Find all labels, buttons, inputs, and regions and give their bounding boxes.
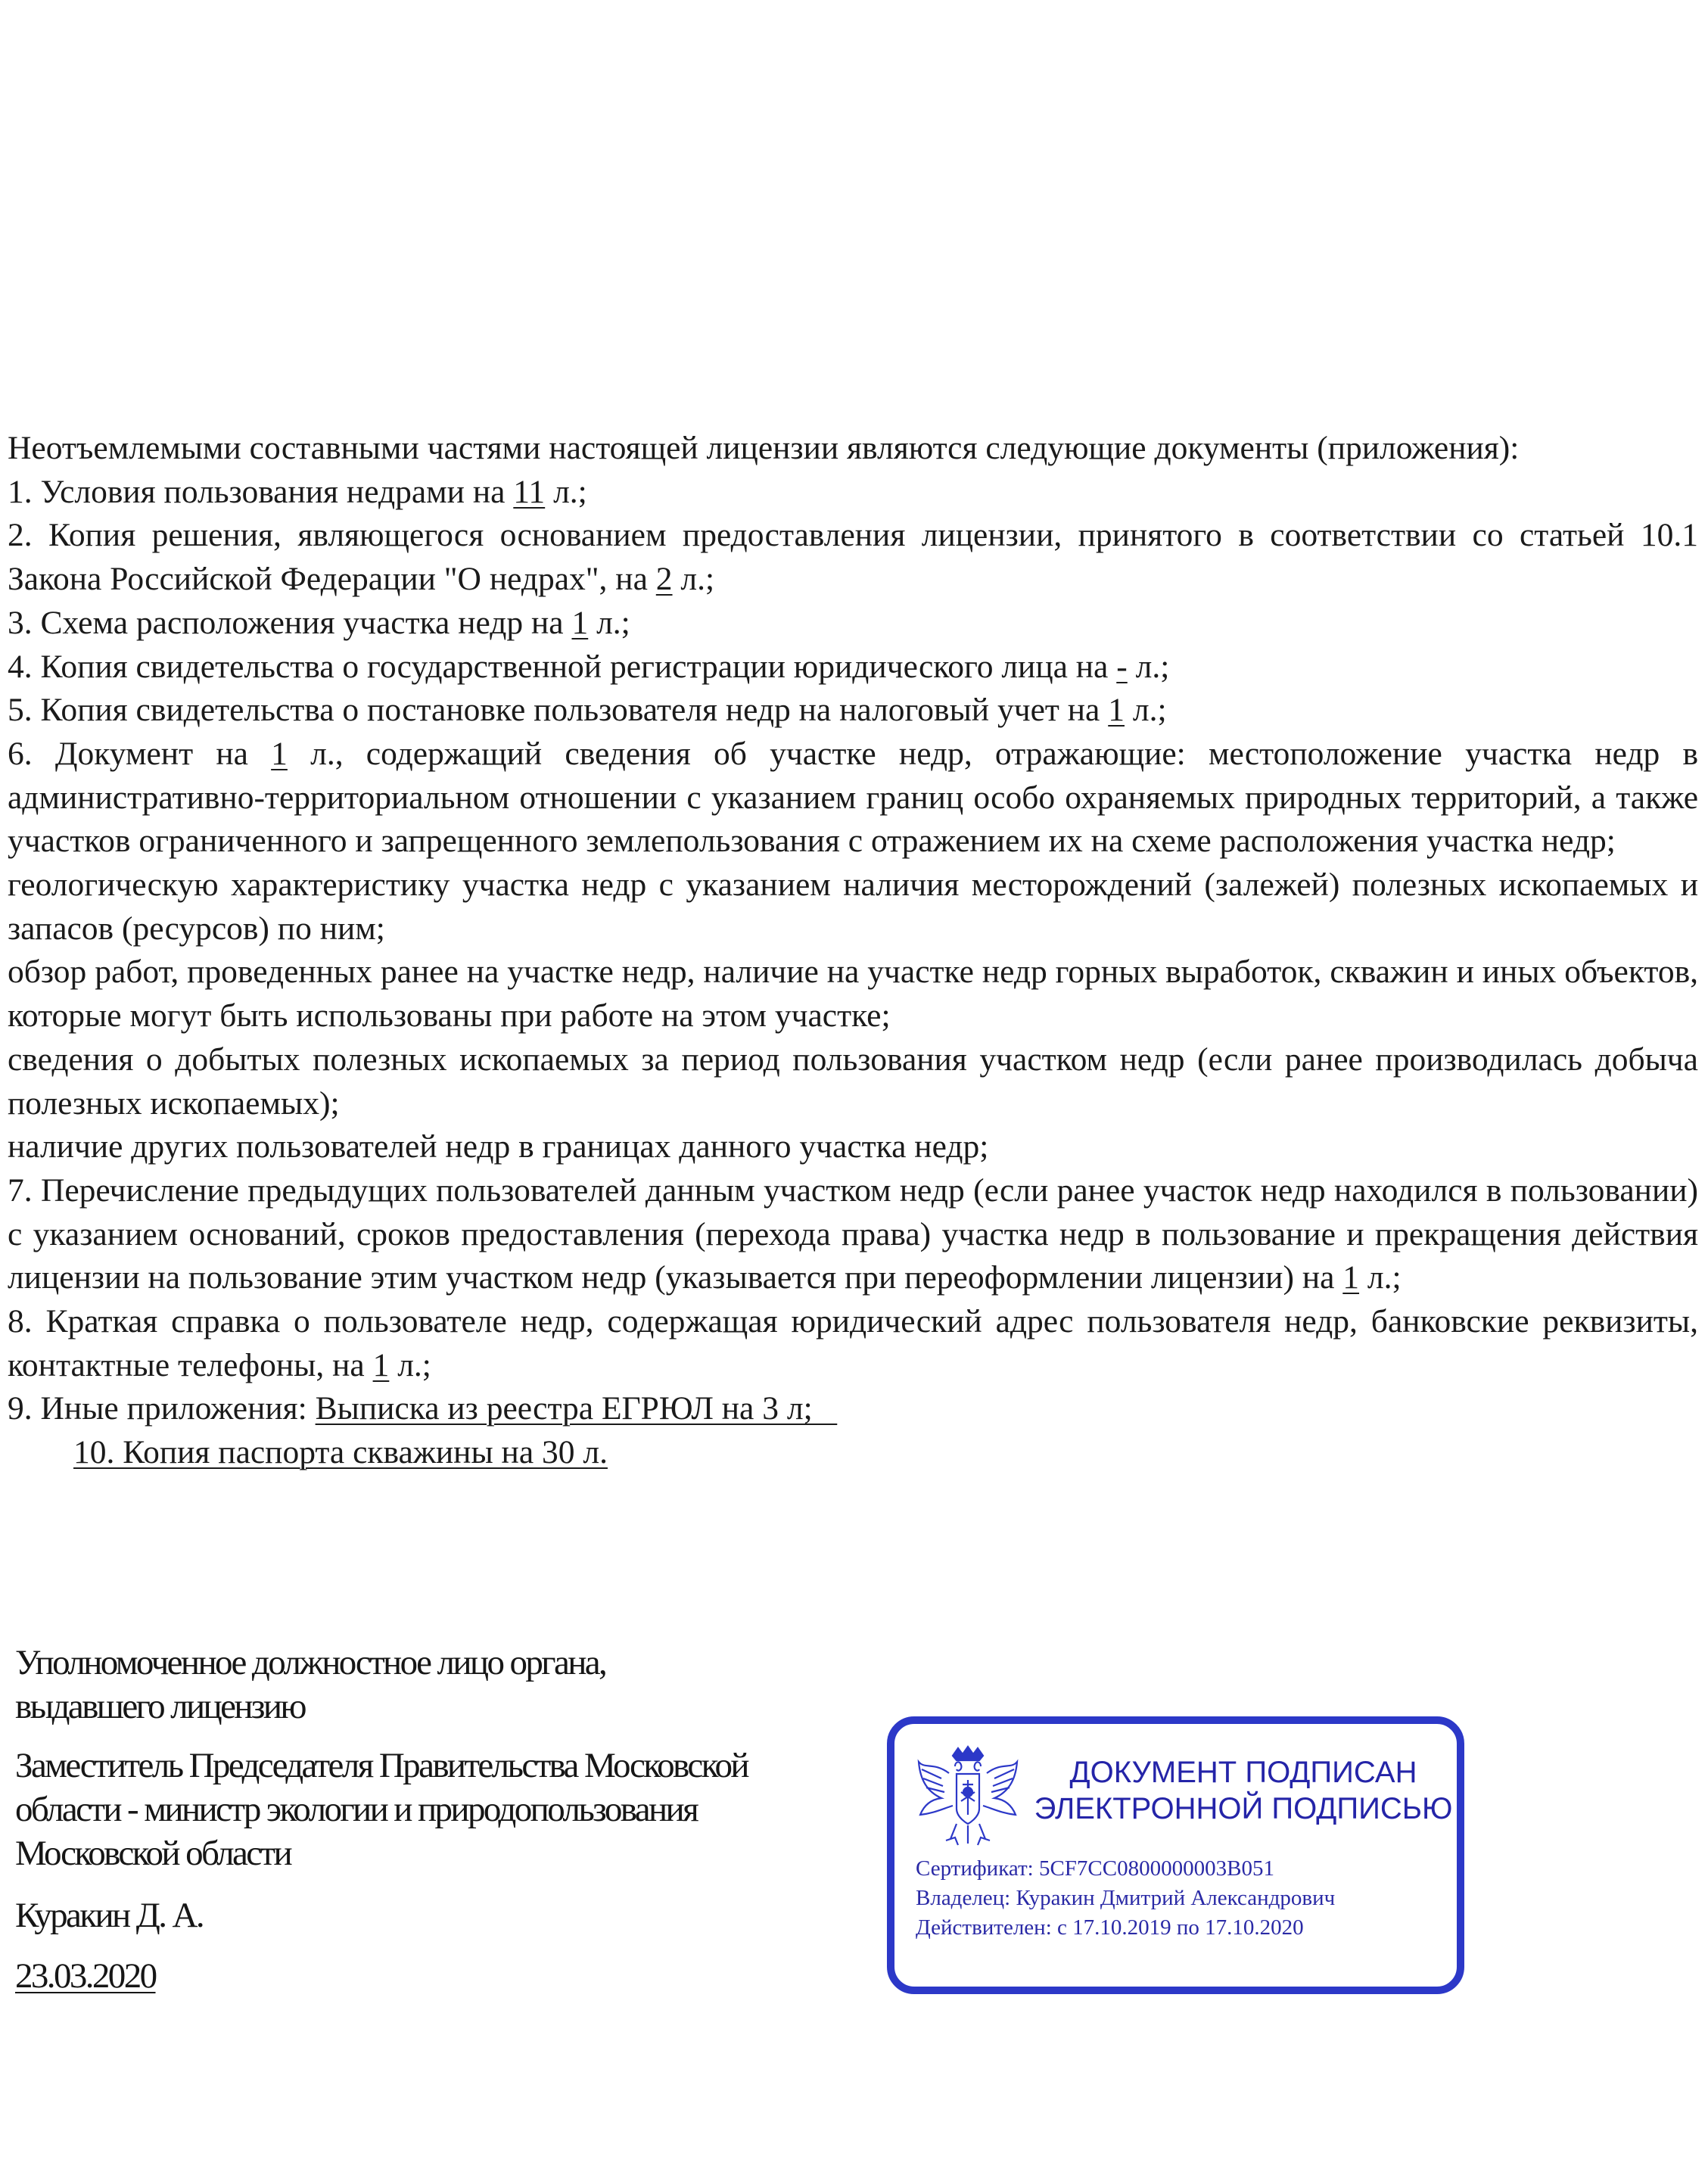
list-item-8 — [8, 1300, 1698, 1387]
list-item-1 — [8, 471, 1698, 515]
list-item-6 — [8, 733, 1698, 863]
signer-name: Куракин Д. А. — [15, 1896, 204, 1935]
item-6-text: 6. Документ на — [8, 735, 272, 772]
item-8-suffix: л.; — [389, 1346, 431, 1383]
item-8-sheets: 1 — [372, 1346, 390, 1383]
item-9-text: 9. Иные приложения: — [8, 1390, 316, 1427]
item-4-suffix: л.; — [1127, 648, 1170, 685]
signer-position-line-3: Московской области — [15, 1834, 291, 1873]
item-3-suffix: л.; — [588, 604, 630, 641]
list-item-2 — [8, 514, 1698, 601]
license-annex-list — [8, 427, 1698, 1475]
item-4-text: 4. Копия свидетельства о государственной регистрации юридического лица на — [8, 648, 1117, 685]
stamp-title — [1028, 1754, 1459, 1827]
item-7-text: 7. Перечисление предыдущих пользователей данным участком недр (если ранее участок недр находился в пользовании) с указанием оснований, сроков предоставления (перехода права) участка недр в пользование и прекращения действия лицензии на пользование этим участком недр (указывается при переоформлении лицензии) на — [8, 1172, 1698, 1296]
signer-position-line-1: Заместитель Председателя Правительства Московской — [15, 1746, 748, 1785]
item-5-text: 5. Копия свидетельства о постановке пользователя недр на налоговый учет на — [8, 692, 1109, 729]
stamp-certificate: Сертификат: 5CF7CC0800000003B051 — [916, 1856, 1274, 1881]
item-6-sheets: 1 — [271, 735, 288, 772]
list-item-10 — [8, 1431, 1698, 1475]
item-10-attachment: 10. Копия паспорта скважины на 30 л. — [73, 1434, 608, 1471]
intro-paragraph — [8, 427, 1698, 471]
electronic-signature-stamp — [887, 1716, 1464, 1994]
list-item-7 — [8, 1169, 1698, 1300]
stamp-title-line-1: ДОКУМЕНТ ПОДПИСАН — [1069, 1756, 1417, 1789]
item-8-text: 8. Краткая справка о пользователе недр, содержащая юридический адрес пользователя недр, банковские реквизиты, контактные телефоны, на — [8, 1303, 1698, 1383]
item-6-geology: геологическую характеристику участка недр с указанием наличия месторождений (залежей) полезных ископаемых и запасов (ресурсов) по ним; — [8, 867, 1698, 947]
stamp-validity: Действителен: с 17.10.2019 по 17.10.2020 — [916, 1915, 1304, 1940]
item-2-sheets: 2 — [655, 561, 673, 598]
item-3-sheets: 1 — [571, 604, 589, 641]
item-1-text: 1. Условия пользования недрами на — [8, 473, 514, 510]
item-6-works-review: обзор работ, проведенных ранее на участке недр, наличие на участке недр горных выработок, скважин и иных объектов, которые могут быть использованы при работе на этом участке; — [8, 954, 1698, 1035]
list-item-5 — [8, 689, 1698, 733]
item-6-other-users: наличие других пользователей недр в границах данного участка недр; — [8, 1128, 989, 1165]
item-7-suffix: л.; — [1359, 1259, 1402, 1296]
item-4-sheets: - — [1116, 648, 1128, 685]
item-6-mined-resources: сведения о добытых полезных ископаемых за период пользования участком недр (если ранее производилась добыча полезных ископаемых); — [8, 1041, 1698, 1122]
list-item-9 — [8, 1387, 1698, 1431]
list-item-3 — [8, 602, 1698, 646]
signer-position-line-2: области - министр экологии и природопользования — [15, 1790, 698, 1829]
stamp-owner: Владелец: Куракин Дмитрий Александрович — [916, 1886, 1336, 1910]
item-7-sheets: 1 — [1342, 1259, 1360, 1296]
item-1-suffix: л.; — [545, 473, 587, 510]
signer-role-line-1: Уполномоченное должностное лицо органа, — [15, 1643, 606, 1682]
item-1-sheets: 11 — [513, 473, 546, 510]
russian-coat-of-arms-icon — [911, 1739, 1025, 1853]
list-item-4 — [8, 646, 1698, 689]
item-3-text: 3. Схема расположения участка недр на — [8, 604, 572, 641]
signer-block — [15, 1641, 863, 1998]
item-9-attachment: Выписка из реестра ЕГРЮЛ на 3 л; — [315, 1390, 838, 1427]
signer-role-line-2: выдавшего лицензию — [15, 1687, 305, 1726]
intro-text: Неотъемлемыми составными частями настоящей лицензии являются следующие документы (приложения): — [8, 430, 1520, 466]
item-6-suffix: л., содержащий сведения об участке недр, отражающие: местоположение участка недр в административно-территориальном отношении с указанием границ особо охраняемых природных территорий, а также участков ограниченного и запрещенного землепользования с отражением их на схеме расположения участка недр; — [8, 735, 1699, 860]
stamp-title-line-2: ЭЛЕКТРОННОЙ ПОДПИСЬЮ — [1034, 1792, 1453, 1825]
item-5-sheets: 1 — [1108, 692, 1125, 729]
item-2-suffix: л.; — [672, 561, 715, 598]
signing-date: 23.03.2020 — [15, 1956, 156, 1996]
item-5-suffix: л.; — [1124, 692, 1167, 729]
item-2-text: 2. Копия решения, являющегося основанием предоставления лицензии, принятого в соответствии со статьей 10.1 Закона Российской Федерации "О недрах", на — [8, 517, 1698, 598]
stamp-certificate-info — [916, 1854, 1461, 1943]
